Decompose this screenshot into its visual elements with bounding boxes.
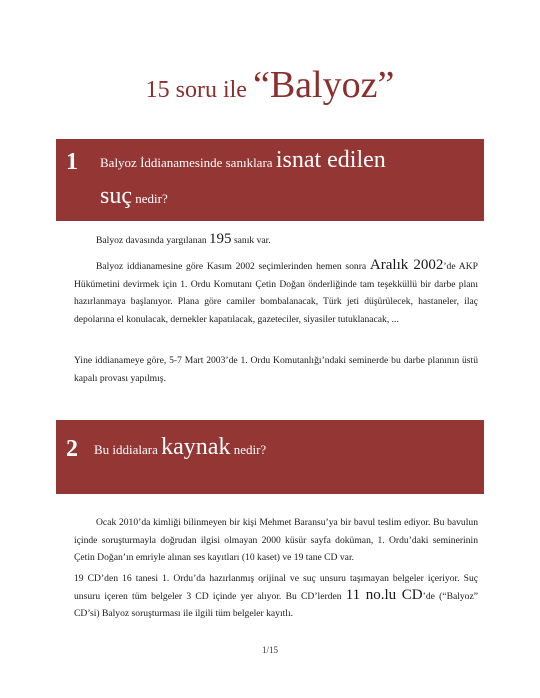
- document-title: [0, 66, 540, 104]
- section-1-heading-line1: [100, 147, 386, 174]
- section-1-heading-big1: isnat edilen: [275, 147, 386, 173]
- section-1-banner: [56, 139, 484, 221]
- section-2-heading-part1: Bu iddialara: [94, 442, 162, 457]
- section-2-heading-part2: nedir?: [230, 442, 267, 457]
- page-number: 1/15: [261, 645, 278, 655]
- paragraph-5: [74, 570, 478, 623]
- paragraph-4: Ocak 2010’da kimliği bilinmeyen bir kişi Mehmet Baransu’ya bir bavul teslim ediyor. Bu bavulun içinde soruşturmayla doğrudan ilgisi olmayan 2000 küsür sayfa doküman, 1. Ordu’daki seminerinin Çetin Doğan’ın emriyle alınan ses kayıtları (10 kaset) ve 19 tane CD var.: [74, 517, 478, 563]
- paragraph-5-emphasis: 11 no.lu CD: [345, 586, 423, 603]
- paragraph-2-before: Balyoz iddianamesine göre Kasım 2002 seçimlerinden hemen sonra: [96, 261, 370, 272]
- section-2-number: 2: [66, 436, 78, 462]
- section-2-heading-big: kaynak: [161, 434, 231, 460]
- paragraph-5-before: 19 CD’den 16 tanesi 1. Ordu’da hazırlanmış orijinal ve suç unsuru taşımayan belgeler içeriyor. Suç unsuru içeren tüm belgeler 3 CD içinde yer alıyor. Bu CD’lerden: [74, 573, 478, 602]
- section-1-heading-part2: nedir?: [132, 191, 168, 206]
- paragraph-3: Yine iddianameye göre, 5-7 Mart 2003’de 1. Ordu Komutanlığı’ndaki seminerde bu darbe planının üstü kapalı provası yapılmış.: [74, 355, 478, 384]
- paragraph-2-emphasis: Aralık 2002: [369, 257, 444, 273]
- section-1-heading-line2: [100, 183, 168, 210]
- paragraph-2: [74, 258, 478, 328]
- paragraph-1: [74, 232, 478, 250]
- section-1-heading-big2: suç: [100, 183, 132, 209]
- section-2-heading: [94, 434, 266, 461]
- paragraph-5-after: ’de (“Balyoz” CD’si) Balyoz soruşturması ile ilgili tüm belgeler kayıtlı.: [74, 590, 478, 619]
- title-prefix: 15 soru ile: [145, 77, 253, 103]
- section-1-heading-part1: Balyoz İddianamesinde sanıklara: [100, 155, 276, 170]
- paragraph-1-before: Balyoz davasında yargılanan: [96, 235, 210, 246]
- section-1-number: 1: [66, 149, 78, 175]
- title-emphasis: “Balyoz”: [252, 64, 395, 106]
- paragraph-1-after: sanık var.: [231, 235, 271, 246]
- paragraph-2-after: ’de AKP Hükümetini devirmek için 1. Ordu Komutanı Çetin Doğan önderliğinde tam teşekküllü bir darbe planı hazırlanmaya başlanıyor. Plana göre camiler bombalanacak, Türk jeti düşürülecek, hastaneler, ilaç depolarına el konulacak, dernekler kapatılacak, gazeteciler, siyasiler tutuklanacak, ...: [74, 261, 478, 325]
- paragraph-1-emphasis: 195: [209, 231, 232, 247]
- section-2-banner: [56, 420, 484, 494]
